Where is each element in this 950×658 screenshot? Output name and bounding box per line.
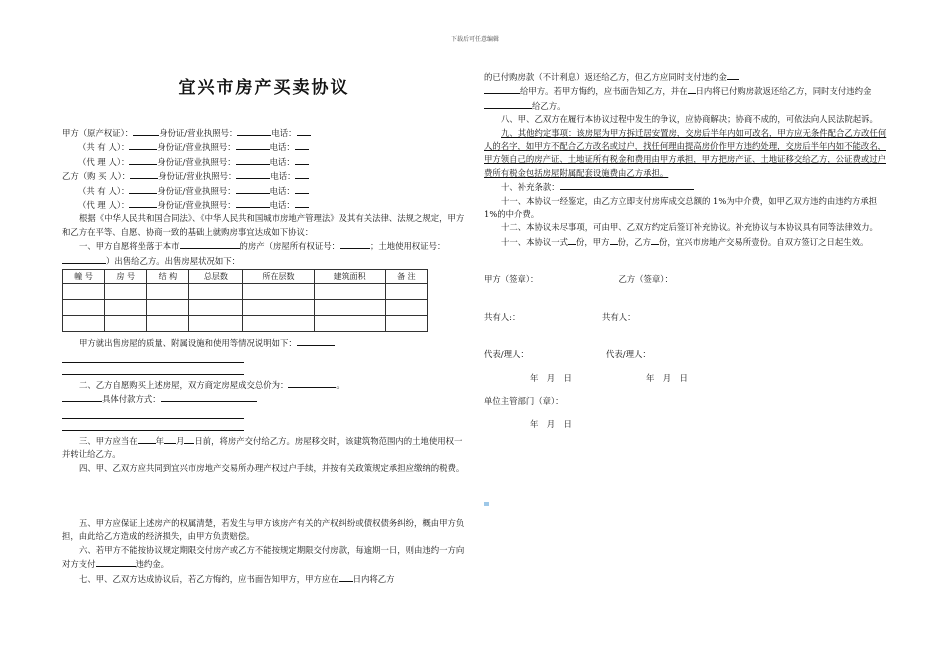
party-b-co-owner: 共有人： [602,311,636,322]
phone-label: 电话： [269,200,295,211]
clause-8: 八、甲、乙双方在履行本协议过程中发生的争议，应协商解决；协商不成的，可依法向人民法院起诉。 [501,114,878,125]
clause-text: 的房产（房屋所有权证号： [239,241,340,252]
phone-label: 电话： [269,156,295,167]
clause-text: 份，宜兴市房地产交易所壹份。自双方签订之日起生效。 [659,236,869,247]
clause-9: 九、其他约定事项：该房屋为甲方拆迁居安置房，交房后半年内如可改名，甲方应无条件配合乙方改任何人的名字，如甲方不配合乙方改名或过户，找任何理由提高房价作甲方违约处理，交房后半年内如不能改名，甲方领自己的房产证、土地证所有税金和费用由甲方承担，甲方把房产证、土地证移交给乙方，公证费或过户费所有税金包括房屋附属配套设施费由乙方承担。 [484,127,887,178]
clause-text: 份，甲方 [576,236,610,247]
party-b-agent: 代表/理人： [606,349,651,360]
clause-text: 二、乙方自愿购买上述房屋，双方商定房屋成交总价为： [79,379,289,390]
clause-7-continued [484,70,890,84]
party-a-co-owner: 共有人:： [484,311,521,322]
dept-date: 年 月 日 [530,419,572,430]
clause-text: 十、补充条款： [501,182,560,193]
clause-text: 日前，将房产交付给乙方。房屋移交时，该建筑物范围内的土地使用权一并转让给乙方。 [62,435,463,460]
co-owner-row [484,311,890,324]
clause-6 [62,544,466,572]
id-label: 身份证/营业执照号： [157,156,236,167]
clause-text: ）出售给乙方。出售房屋状况如下： [106,255,240,266]
party-row [62,140,466,154]
party-row [62,184,466,198]
table-header: 幢 号 [63,270,105,284]
left-column [62,70,466,586]
clause-11-fee: 十一、本协议一经鉴定，由乙方立即支付房库成交总额的 1%为中介费，如甲乙双方违约由违约方承担 1%的中介费。 [484,195,878,220]
clause-7-continued-2 [484,84,890,113]
clause-text: ；土地使用权证号： [370,241,446,252]
clause-7 [62,572,466,586]
table-header: 建筑面积 [314,270,385,284]
table-row [63,316,428,332]
party-a-agent: 代表/理人： [484,349,529,360]
clause-text: 具体付款方式： [102,394,161,405]
quality-note [62,336,466,350]
parties-block [62,126,466,212]
clause-12: 十二、本协议未尽事项，可由甲、乙双方约定后签订补充协议。补充协议与本协议具有同等法律效力。 [501,222,878,233]
header-note: 下载后可任意编辑 [450,36,499,43]
dept-row: 单位主管部门（章）： [484,395,564,406]
intro-paragraph: 根据《中华人民共和国合同法》、《中华人民共和国城市房地产管理法》及其有关法律、法规之规定，甲方和乙方在平等、自愿、协商一致的基础上就购房事宜达成如下协议： [62,213,465,237]
id-label: 身份证/营业执照号： [157,142,236,153]
highlight-mark [484,502,489,506]
party-a-signature: 甲方（签章）： [484,274,539,285]
page-title: 宜兴市房产买卖协议 [178,78,350,98]
party-a-date: 年 月 日 [530,372,572,383]
clause-text: 。 [336,379,345,390]
blank-line [62,351,244,363]
table-header: 房 号 [105,270,147,284]
property-table [62,269,428,332]
party-role: （代 理 人）： [78,156,130,167]
clause-3 [62,434,466,462]
table-row [63,300,428,316]
party-row [62,169,466,183]
clause-5: 五、甲方应保证上述房产的权属清楚，若发生与甲方该房产有关的产权纠纷或债权债务纠纷，概由甲方负担，由此给乙方造成的经济损失，由甲方负责赔偿。 [62,517,465,542]
clause-1 [62,239,466,268]
clause-text: 月 [176,435,185,446]
right-column [484,70,890,432]
blank-line [62,363,244,375]
table-header: 所在层数 [243,270,314,284]
clause-text: 日内将乙方 [352,573,395,584]
id-label: 身份证/营业执照号： [159,128,238,138]
supplement-clause [484,180,890,194]
blank-line [62,407,244,419]
party-role: （共 有 人）： [78,185,130,196]
id-label: 身份证/营业执照号： [158,171,237,182]
clause-text: 年 [155,435,164,446]
phone-label: 电话： [269,185,295,196]
phone-label: 电话： [269,142,295,153]
phone-label: 电话： [270,171,296,182]
id-label: 身份证/营业执照号： [157,185,236,196]
table-header: 总层数 [189,270,243,284]
date-row [484,372,890,385]
party-row [62,198,466,212]
dept-date-row [484,418,890,431]
clause-text: 违约金。 [135,559,169,570]
clause-text: 甲方就出售房屋的质量、附属设施和使用等情况说明如下： [79,338,297,349]
clause-text: 的已付购房款（不计利息）返还给乙方，但乙方应同时支付违约金 [484,72,727,82]
clause-text: 给乙方。 [532,100,566,111]
clause-text: 六、若甲方不能按协议规定期限交付房产或乙方不能按规定期限交付房款，每逾期一日，则由违约一方向对方支付 [62,544,465,570]
clause-text: 份，乙方 [617,236,651,247]
clause-11-copies [484,235,890,249]
clause-4: 四、甲、乙双方应共同到宜兴市房地产交易所办理产权过户手续，并按有关政策规定承担应缴纳的税费。 [79,462,465,473]
party-row [62,155,466,169]
clause-text: 三、甲方应当在 [79,435,138,446]
table-row [63,284,428,300]
id-label: 身份证/营业执照号： [157,200,236,211]
party-role: 乙方（购 买 人）： [62,171,131,182]
clause-2 [62,378,466,392]
party-role: （代 理 人）： [78,200,130,211]
clause-text: 日内将已付购房款返还给乙方，同时支付违约金 [695,86,872,97]
clause-text: 七、甲、乙双方达成协议后，若乙方悔约，应书面告知甲方，甲方应在 [79,573,339,584]
party-row [62,126,466,140]
payment-method [62,392,466,406]
signature-row [484,273,890,286]
table-header: 结 构 [147,270,189,284]
agent-row [484,348,890,361]
blank-line [62,419,244,431]
party-role: （共 有 人）： [78,142,130,153]
clause-text: 一、甲方自愿将坐落于本市 [79,241,180,252]
party-b-date: 年 月 日 [646,372,688,383]
phone-label: 电话： [271,128,297,138]
party-b-signature: 乙方（签章）： [618,274,673,285]
table-header: 备 注 [385,270,427,284]
party-role: 甲方（原产权证）： [62,128,134,138]
clause-text: 十一、本协议一式 [501,236,568,247]
clause-text: 给甲方。若甲方悔约，应书面告知乙方，并在 [520,86,688,97]
